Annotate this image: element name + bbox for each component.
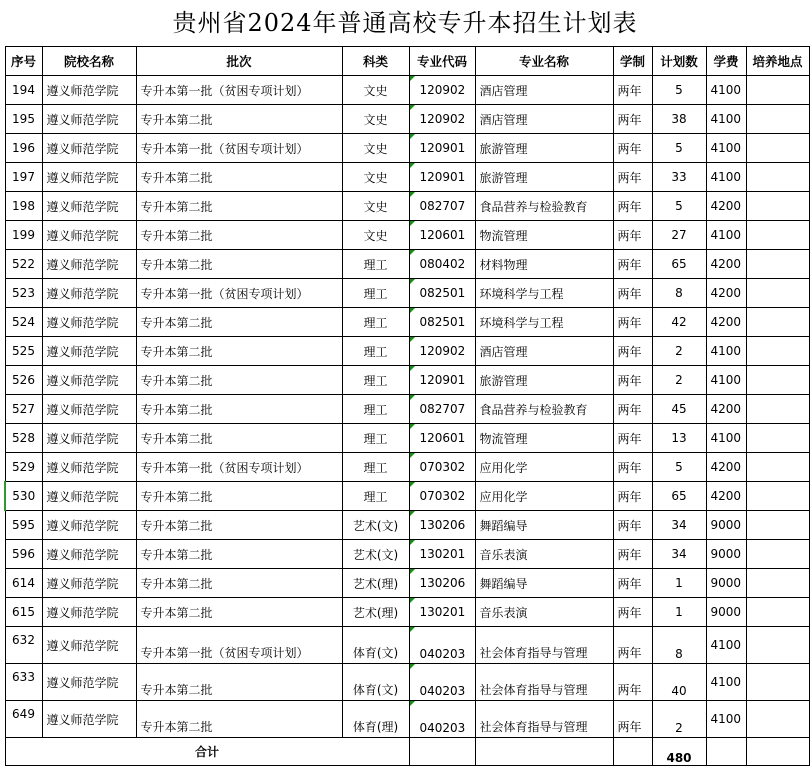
cell-plan[interactable]: 40 (652, 664, 706, 701)
cell-school[interactable]: 遵义师范学院 (42, 337, 136, 366)
cell-category[interactable]: 理工 (342, 453, 409, 482)
cell-major[interactable]: 音乐表演 (475, 598, 613, 627)
table-row[interactable] (5, 701, 809, 738)
cell-location[interactable] (746, 105, 809, 134)
cell-duration[interactable]: 两年 (613, 664, 652, 701)
cell-major[interactable]: 酒店管理 (475, 105, 613, 134)
cell-duration[interactable]: 两年 (613, 453, 652, 482)
cell-location[interactable] (746, 279, 809, 308)
cell-category[interactable]: 理工 (342, 279, 409, 308)
cell-batch[interactable]: 专升本第二批 (136, 511, 342, 540)
cell-school[interactable]: 遵义师范学院 (42, 221, 136, 250)
cell-code[interactable]: 070302 (409, 453, 475, 482)
cell-category[interactable]: 文史 (342, 192, 409, 221)
cell-code[interactable]: 130206 (409, 511, 475, 540)
plan-table (4, 46, 810, 766)
cell-fee[interactable]: 4100 (706, 627, 746, 664)
cell-seq[interactable]: 523 (5, 279, 42, 308)
cell-category[interactable]: 艺术(文) (342, 540, 409, 569)
cell-major[interactable]: 社会体育指导与管理 (475, 664, 613, 701)
cell-batch[interactable]: 专升本第二批 (136, 221, 342, 250)
cell-school[interactable]: 遵义师范学院 (42, 250, 136, 279)
cell-location[interactable] (746, 366, 809, 395)
cell-duration[interactable]: 两年 (613, 482, 652, 511)
cell-fee[interactable]: 4100 (706, 337, 746, 366)
cell-category[interactable]: 文史 (342, 221, 409, 250)
cell-fee[interactable]: 4200 (706, 308, 746, 337)
cell-batch[interactable]: 专升本第二批 (136, 163, 342, 192)
table-row[interactable] (5, 221, 809, 250)
cell-category[interactable]: 文史 (342, 76, 409, 105)
cell-duration[interactable]: 两年 (613, 366, 652, 395)
cell-duration[interactable]: 两年 (613, 308, 652, 337)
cell-batch[interactable]: 专升本第二批 (136, 105, 342, 134)
cell-seq[interactable]: 195 (5, 105, 42, 134)
cell-batch[interactable]: 专升本第一批（贫困专项计划） (136, 134, 342, 163)
cell-seq[interactable]: 196 (5, 134, 42, 163)
cell-code[interactable]: 120901 (409, 366, 475, 395)
cell-category[interactable]: 理工 (342, 482, 409, 511)
cell-location[interactable] (746, 192, 809, 221)
cell-category[interactable]: 体育(文) (342, 664, 409, 701)
cell-plan[interactable]: 8 (652, 627, 706, 664)
cell-code[interactable]: 120601 (409, 221, 475, 250)
cell-school[interactable]: 遵义师范学院 (42, 308, 136, 337)
cell-batch[interactable]: 专升本第二批 (136, 366, 342, 395)
cell-fee[interactable]: 4200 (706, 395, 746, 424)
cell-plan[interactable]: 2 (652, 366, 706, 395)
table-row[interactable] (5, 511, 809, 540)
col-header-major: 专业名称 (475, 47, 613, 76)
cell-major[interactable]: 食品营养与检验教育 (475, 192, 613, 221)
cell-plan[interactable]: 34 (652, 511, 706, 540)
cell-school[interactable]: 遵义师范学院 (42, 540, 136, 569)
table-row[interactable] (5, 664, 809, 701)
col-header-duration: 学制 (613, 47, 652, 76)
cell-school[interactable]: 遵义师范学院 (42, 598, 136, 627)
cell-duration[interactable]: 两年 (613, 569, 652, 598)
cell-fee[interactable]: 9000 (706, 569, 746, 598)
col-header-category: 科类 (342, 47, 409, 76)
cell-category[interactable]: 文史 (342, 105, 409, 134)
cell-plan[interactable]: 2 (652, 701, 706, 738)
cell-duration[interactable]: 两年 (613, 540, 652, 569)
cell-code[interactable]: 082501 (409, 279, 475, 308)
cell-code[interactable]: 120901 (409, 163, 475, 192)
cell-plan[interactable]: 5 (652, 134, 706, 163)
cell-plan[interactable]: 65 (652, 250, 706, 279)
cell-major[interactable]: 物流管理 (475, 221, 613, 250)
cell-location[interactable] (746, 76, 809, 105)
cell-category[interactable]: 理工 (342, 424, 409, 453)
table-row[interactable] (5, 105, 809, 134)
cell-school[interactable]: 遵义师范学院 (42, 105, 136, 134)
cell-location[interactable] (746, 453, 809, 482)
table-row[interactable] (5, 337, 809, 366)
cell-batch[interactable]: 专升本第一批（贫困专项计划） (136, 453, 342, 482)
cell-duration[interactable]: 两年 (613, 337, 652, 366)
cell-fee[interactable]: 4200 (706, 453, 746, 482)
cell-fee[interactable]: 4200 (706, 250, 746, 279)
cell-category[interactable]: 艺术(理) (342, 598, 409, 627)
cell-location[interactable] (746, 337, 809, 366)
cell-school[interactable]: 遵义师范学院 (42, 163, 136, 192)
cell-location[interactable] (746, 598, 809, 627)
total-value: 480 (652, 738, 706, 766)
cell-seq[interactable]: 595 (5, 511, 42, 540)
cell-major[interactable]: 旅游管理 (475, 134, 613, 163)
table-row[interactable] (5, 366, 809, 395)
cell-batch[interactable]: 专升本第二批 (136, 598, 342, 627)
cell-fee[interactable]: 4100 (706, 134, 746, 163)
total-empty-cell (613, 738, 652, 766)
cell-duration[interactable]: 两年 (613, 598, 652, 627)
cell-category[interactable]: 理工 (342, 250, 409, 279)
cell-duration[interactable]: 两年 (613, 279, 652, 308)
cell-plan[interactable]: 38 (652, 105, 706, 134)
cell-duration[interactable]: 两年 (613, 250, 652, 279)
cell-category[interactable]: 艺术(理) (342, 569, 409, 598)
table-row[interactable] (5, 395, 809, 424)
cell-location[interactable] (746, 540, 809, 569)
cell-code[interactable]: 082501 (409, 308, 475, 337)
cell-location[interactable] (746, 163, 809, 192)
cell-category[interactable]: 理工 (342, 366, 409, 395)
cell-category[interactable]: 理工 (342, 308, 409, 337)
cell-major[interactable]: 环境科学与工程 (475, 308, 613, 337)
cell-batch[interactable]: 专升本第二批 (136, 395, 342, 424)
col-header-seq: 序号 (5, 47, 42, 76)
cell-location[interactable] (746, 308, 809, 337)
col-header-batch: 批次 (136, 47, 342, 76)
cell-code[interactable]: 080402 (409, 250, 475, 279)
cell-duration[interactable]: 两年 (613, 76, 652, 105)
cell-code[interactable]: 120902 (409, 76, 475, 105)
total-empty-cell (746, 738, 809, 766)
cell-major[interactable]: 酒店管理 (475, 76, 613, 105)
cell-batch[interactable]: 专升本第二批 (136, 569, 342, 598)
table-row[interactable] (5, 192, 809, 221)
cell-school[interactable]: 遵义师范学院 (42, 76, 136, 105)
table-row[interactable] (5, 569, 809, 598)
cell-batch[interactable]: 专升本第一批（贫困专项计划） (136, 279, 342, 308)
cell-location[interactable] (746, 250, 809, 279)
cell-duration[interactable]: 两年 (613, 105, 652, 134)
cell-school[interactable]: 遵义师范学院 (42, 453, 136, 482)
cell-location[interactable] (746, 511, 809, 540)
cell-fee[interactable]: 4100 (706, 664, 746, 701)
col-header-school: 院校名称 (42, 47, 136, 76)
cell-location[interactable] (746, 627, 809, 664)
cell-plan[interactable]: 5 (652, 453, 706, 482)
total-row (5, 738, 809, 766)
cell-location[interactable] (746, 701, 809, 738)
cell-batch[interactable]: 专升本第二批 (136, 424, 342, 453)
cell-major[interactable]: 材料物理 (475, 250, 613, 279)
cell-school[interactable]: 遵义师范学院 (42, 482, 136, 511)
cell-plan[interactable]: 1 (652, 569, 706, 598)
cell-location[interactable] (746, 424, 809, 453)
cell-batch[interactable]: 专升本第二批 (136, 250, 342, 279)
cell-seq[interactable]: 199 (5, 221, 42, 250)
total-empty-cell (706, 738, 746, 766)
cell-code[interactable]: 040203 (409, 664, 475, 701)
cell-code[interactable]: 082707 (409, 395, 475, 424)
cell-seq[interactable]: 632 (5, 627, 42, 664)
table-row[interactable] (5, 134, 809, 163)
cell-code[interactable]: 130206 (409, 569, 475, 598)
cell-seq[interactable]: 649 (5, 701, 42, 738)
table-row[interactable] (5, 163, 809, 192)
total-label: 合计 (5, 738, 409, 766)
cell-category[interactable]: 体育(文) (342, 627, 409, 664)
cell-plan[interactable]: 2 (652, 337, 706, 366)
cell-category[interactable]: 理工 (342, 337, 409, 366)
cell-code[interactable]: 130201 (409, 598, 475, 627)
cell-fee[interactable]: 4100 (706, 105, 746, 134)
cell-plan[interactable]: 1 (652, 598, 706, 627)
cell-category[interactable]: 艺术(文) (342, 511, 409, 540)
cell-plan[interactable]: 27 (652, 221, 706, 250)
cell-school[interactable]: 遵义师范学院 (42, 511, 136, 540)
cell-school[interactable]: 遵义师范学院 (42, 664, 136, 701)
cell-school[interactable]: 遵义师范学院 (42, 366, 136, 395)
cell-seq[interactable]: 596 (5, 540, 42, 569)
cell-duration[interactable]: 两年 (613, 701, 652, 738)
table-row[interactable] (5, 453, 809, 482)
cell-plan[interactable]: 8 (652, 279, 706, 308)
cell-location[interactable] (746, 569, 809, 598)
cell-batch[interactable]: 专升本第一批（贫困专项计划） (136, 627, 342, 664)
cell-seq[interactable]: 194 (5, 76, 42, 105)
cell-location[interactable] (746, 664, 809, 701)
col-header-location: 培养地点 (746, 47, 809, 76)
table-row[interactable] (5, 482, 809, 511)
cell-major[interactable]: 食品营养与检验教育 (475, 395, 613, 424)
cell-plan[interactable]: 34 (652, 540, 706, 569)
cell-code[interactable]: 120601 (409, 424, 475, 453)
cell-location[interactable] (746, 395, 809, 424)
cell-batch[interactable]: 专升本第二批 (136, 337, 342, 366)
cell-school[interactable]: 遵义师范学院 (42, 627, 136, 664)
total-empty-cell (475, 738, 613, 766)
cell-seq[interactable]: 530 (5, 482, 42, 511)
cell-major[interactable]: 环境科学与工程 (475, 279, 613, 308)
cell-code[interactable]: 040203 (409, 701, 475, 738)
cell-seq[interactable]: 529 (5, 453, 42, 482)
cell-fee[interactable]: 4200 (706, 279, 746, 308)
cell-batch[interactable]: 专升本第二批 (136, 308, 342, 337)
cell-batch[interactable]: 专升本第二批 (136, 664, 342, 701)
cell-seq[interactable]: 525 (5, 337, 42, 366)
cell-seq[interactable]: 197 (5, 163, 42, 192)
cell-fee[interactable]: 4100 (706, 76, 746, 105)
cell-duration[interactable]: 两年 (613, 134, 652, 163)
cell-fee[interactable]: 4200 (706, 192, 746, 221)
cell-major[interactable]: 音乐表演 (475, 540, 613, 569)
cell-location[interactable] (746, 134, 809, 163)
cell-school[interactable]: 遵义师范学院 (42, 424, 136, 453)
cell-duration[interactable]: 两年 (613, 627, 652, 664)
cell-fee[interactable]: 4100 (706, 701, 746, 738)
cell-plan[interactable]: 65 (652, 482, 706, 511)
cell-code[interactable]: 130201 (409, 540, 475, 569)
cell-fee[interactable]: 4100 (706, 221, 746, 250)
cell-seq[interactable]: 527 (5, 395, 42, 424)
cell-code[interactable]: 040203 (409, 627, 475, 664)
cell-location[interactable] (746, 482, 809, 511)
cell-batch[interactable]: 专升本第二批 (136, 482, 342, 511)
cell-fee[interactable]: 4100 (706, 366, 746, 395)
cell-major[interactable]: 舞蹈编导 (475, 569, 613, 598)
cell-school[interactable]: 遵义师范学院 (42, 192, 136, 221)
cell-major[interactable]: 物流管理 (475, 424, 613, 453)
cell-seq[interactable]: 522 (5, 250, 42, 279)
cell-batch[interactable]: 专升本第一批（贫困专项计划） (136, 76, 342, 105)
cell-seq[interactable]: 615 (5, 598, 42, 627)
cell-location[interactable] (746, 221, 809, 250)
cell-seq[interactable]: 633 (5, 664, 42, 701)
header-row (5, 47, 809, 76)
cell-seq[interactable]: 526 (5, 366, 42, 395)
col-header-fee: 学费 (706, 47, 746, 76)
cell-fee[interactable]: 9000 (706, 540, 746, 569)
cell-plan[interactable]: 42 (652, 308, 706, 337)
table-row[interactable] (5, 76, 809, 105)
cell-duration[interactable]: 两年 (613, 192, 652, 221)
cell-seq[interactable]: 614 (5, 569, 42, 598)
cell-fee[interactable]: 9000 (706, 598, 746, 627)
cell-major[interactable]: 旅游管理 (475, 366, 613, 395)
table-row[interactable] (5, 308, 809, 337)
table-row[interactable] (5, 250, 809, 279)
cell-school[interactable]: 遵义师范学院 (42, 701, 136, 738)
cell-category[interactable]: 文史 (342, 134, 409, 163)
cell-code[interactable]: 082707 (409, 192, 475, 221)
cell-code[interactable]: 120901 (409, 134, 475, 163)
table-row[interactable] (5, 424, 809, 453)
cell-plan[interactable]: 5 (652, 76, 706, 105)
cell-batch[interactable]: 专升本第二批 (136, 192, 342, 221)
cell-school[interactable]: 遵义师范学院 (42, 134, 136, 163)
page-title: 贵州省2024年普通高校专升本招生计划表 (172, 9, 638, 37)
cell-fee[interactable]: 4100 (706, 424, 746, 453)
cell-major[interactable]: 社会体育指导与管理 (475, 627, 613, 664)
table-row[interactable] (5, 598, 809, 627)
cell-batch[interactable]: 专升本第二批 (136, 701, 342, 738)
cell-duration[interactable]: 两年 (613, 424, 652, 453)
cell-duration[interactable]: 两年 (613, 395, 652, 424)
table-row[interactable] (5, 540, 809, 569)
cell-plan[interactable]: 5 (652, 192, 706, 221)
total-empty-cell (409, 738, 475, 766)
col-header-code: 专业代码 (409, 47, 475, 76)
cell-fee[interactable]: 4100 (706, 163, 746, 192)
cell-major[interactable]: 酒店管理 (475, 337, 613, 366)
cell-category[interactable]: 体育(理) (342, 701, 409, 738)
table-row[interactable] (5, 627, 809, 664)
cell-code[interactable]: 120902 (409, 337, 475, 366)
cell-major[interactable]: 应用化学 (475, 453, 613, 482)
cell-major[interactable]: 社会体育指导与管理 (475, 701, 613, 738)
cell-duration[interactable]: 两年 (613, 163, 652, 192)
cell-category[interactable]: 文史 (342, 163, 409, 192)
cell-seq[interactable]: 198 (5, 192, 42, 221)
cell-category[interactable]: 理工 (342, 395, 409, 424)
cell-school[interactable]: 遵义师范学院 (42, 395, 136, 424)
cell-code[interactable]: 070302 (409, 482, 475, 511)
cell-major[interactable]: 舞蹈编导 (475, 511, 613, 540)
cell-plan[interactable]: 13 (652, 424, 706, 453)
cell-seq[interactable]: 528 (5, 424, 42, 453)
cell-seq[interactable]: 524 (5, 308, 42, 337)
table-row[interactable] (5, 279, 809, 308)
cell-major[interactable]: 旅游管理 (475, 163, 613, 192)
cell-plan[interactable]: 45 (652, 395, 706, 424)
cell-fee[interactable]: 4200 (706, 482, 746, 511)
cell-school[interactable]: 遵义师范学院 (42, 569, 136, 598)
cell-duration[interactable]: 两年 (613, 221, 652, 250)
cell-school[interactable]: 遵义师范学院 (42, 279, 136, 308)
cell-code[interactable]: 120902 (409, 105, 475, 134)
cell-major[interactable]: 应用化学 (475, 482, 613, 511)
col-header-plan: 计划数 (652, 47, 706, 76)
cell-duration[interactable]: 两年 (613, 511, 652, 540)
cell-batch[interactable]: 专升本第二批 (136, 540, 342, 569)
cell-fee[interactable]: 9000 (706, 511, 746, 540)
cell-plan[interactable]: 33 (652, 163, 706, 192)
